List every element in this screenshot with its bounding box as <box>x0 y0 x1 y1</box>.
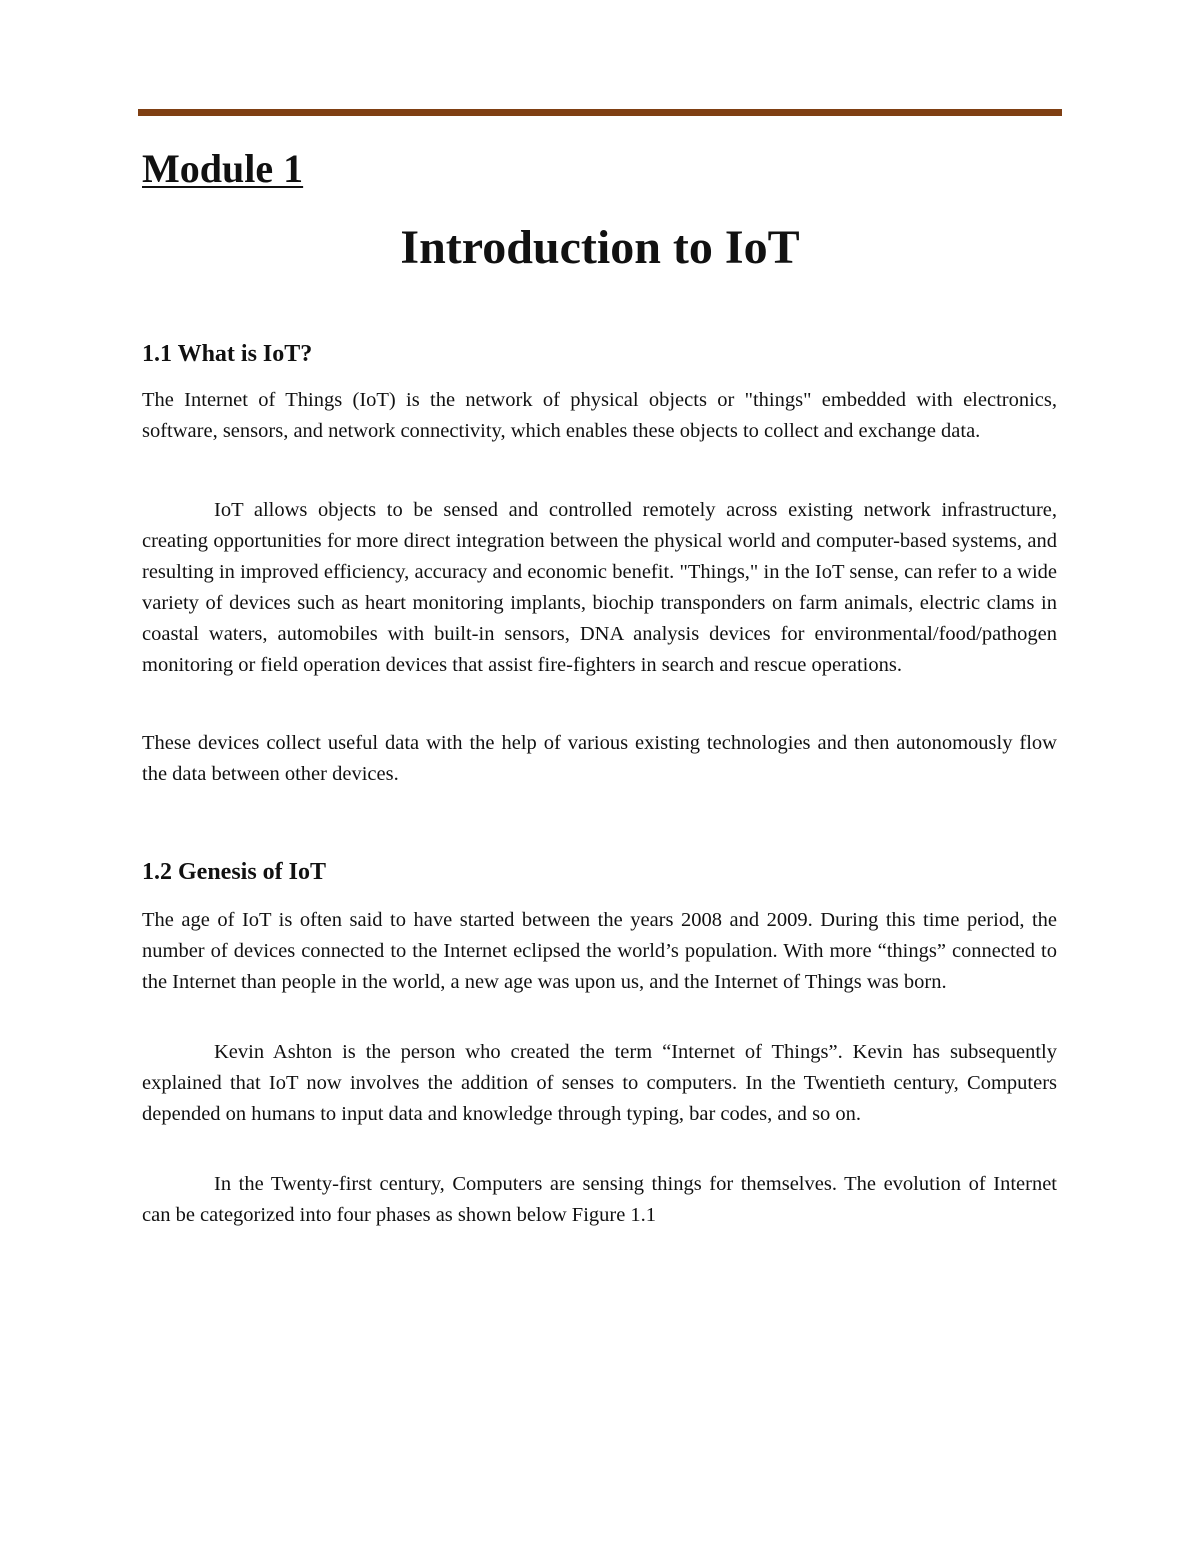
paragraph-kevin-ashton: Kevin Ashton is the person who created the term “Internet of Things”. Kevin has subsequently explained that IoT now involves the addition of senses to computers. In the Twentieth century, Computers depended on humans to input data and knowledge through typing, bar codes, and so on. <box>142 1041 1057 1125</box>
paragraph-age-of-iot: The age of IoT is often said to have started between the years 2008 and 2009. During this time period, the number of devices connected to the Internet eclipsed the world’s population. With more “things” connected to the Internet than people in the world, a new age was upon us, and the Internet of Things was born. <box>142 909 1057 993</box>
section-heading-genesis-of-iot: 1.2 Genesis of IoT <box>142 859 327 885</box>
header-rule <box>138 109 1062 116</box>
paragraph-iot-devices: These devices collect useful data with the help of various existing technologies and then autonomously flow the data between other devices. <box>142 732 1057 785</box>
module-label: Module 1 <box>142 146 304 191</box>
paragraph-iot-definition: The Internet of Things (IoT) is the network of physical objects or "things" embedded with electronics, software, sensors, and network connectivity, which enables these objects to collect and exchange data. <box>142 389 1057 442</box>
section-heading-what-is-iot: 1.1 What is IoT? <box>142 341 313 367</box>
paragraph-twenty-first-century: In the Twenty-first century, Computers are sensing things for themselves. The evolution of Internet can be categorized into four phases as shown below Figure 1.1 <box>142 1173 1057 1226</box>
page-title: Introduction to IoT <box>400 221 800 274</box>
paragraph-iot-remote-control: IoT allows objects to be sensed and controlled remotely across existing network infrastructure, creating opportunities for more direct integration between the physical world and computer-based systems, and resulting in improved efficiency, accuracy and economic benefit. "Things," in the IoT sense, can refer to a wide variety of devices such as heart monitoring implants, biochip transponders on farm animals, electric clams in coastal waters, automobiles with built-in sensors, DNA analysis devices for environmental/food/pathogen monitoring or field operation devices that assist fire-fighters in search and rescue operations. <box>142 499 1057 676</box>
